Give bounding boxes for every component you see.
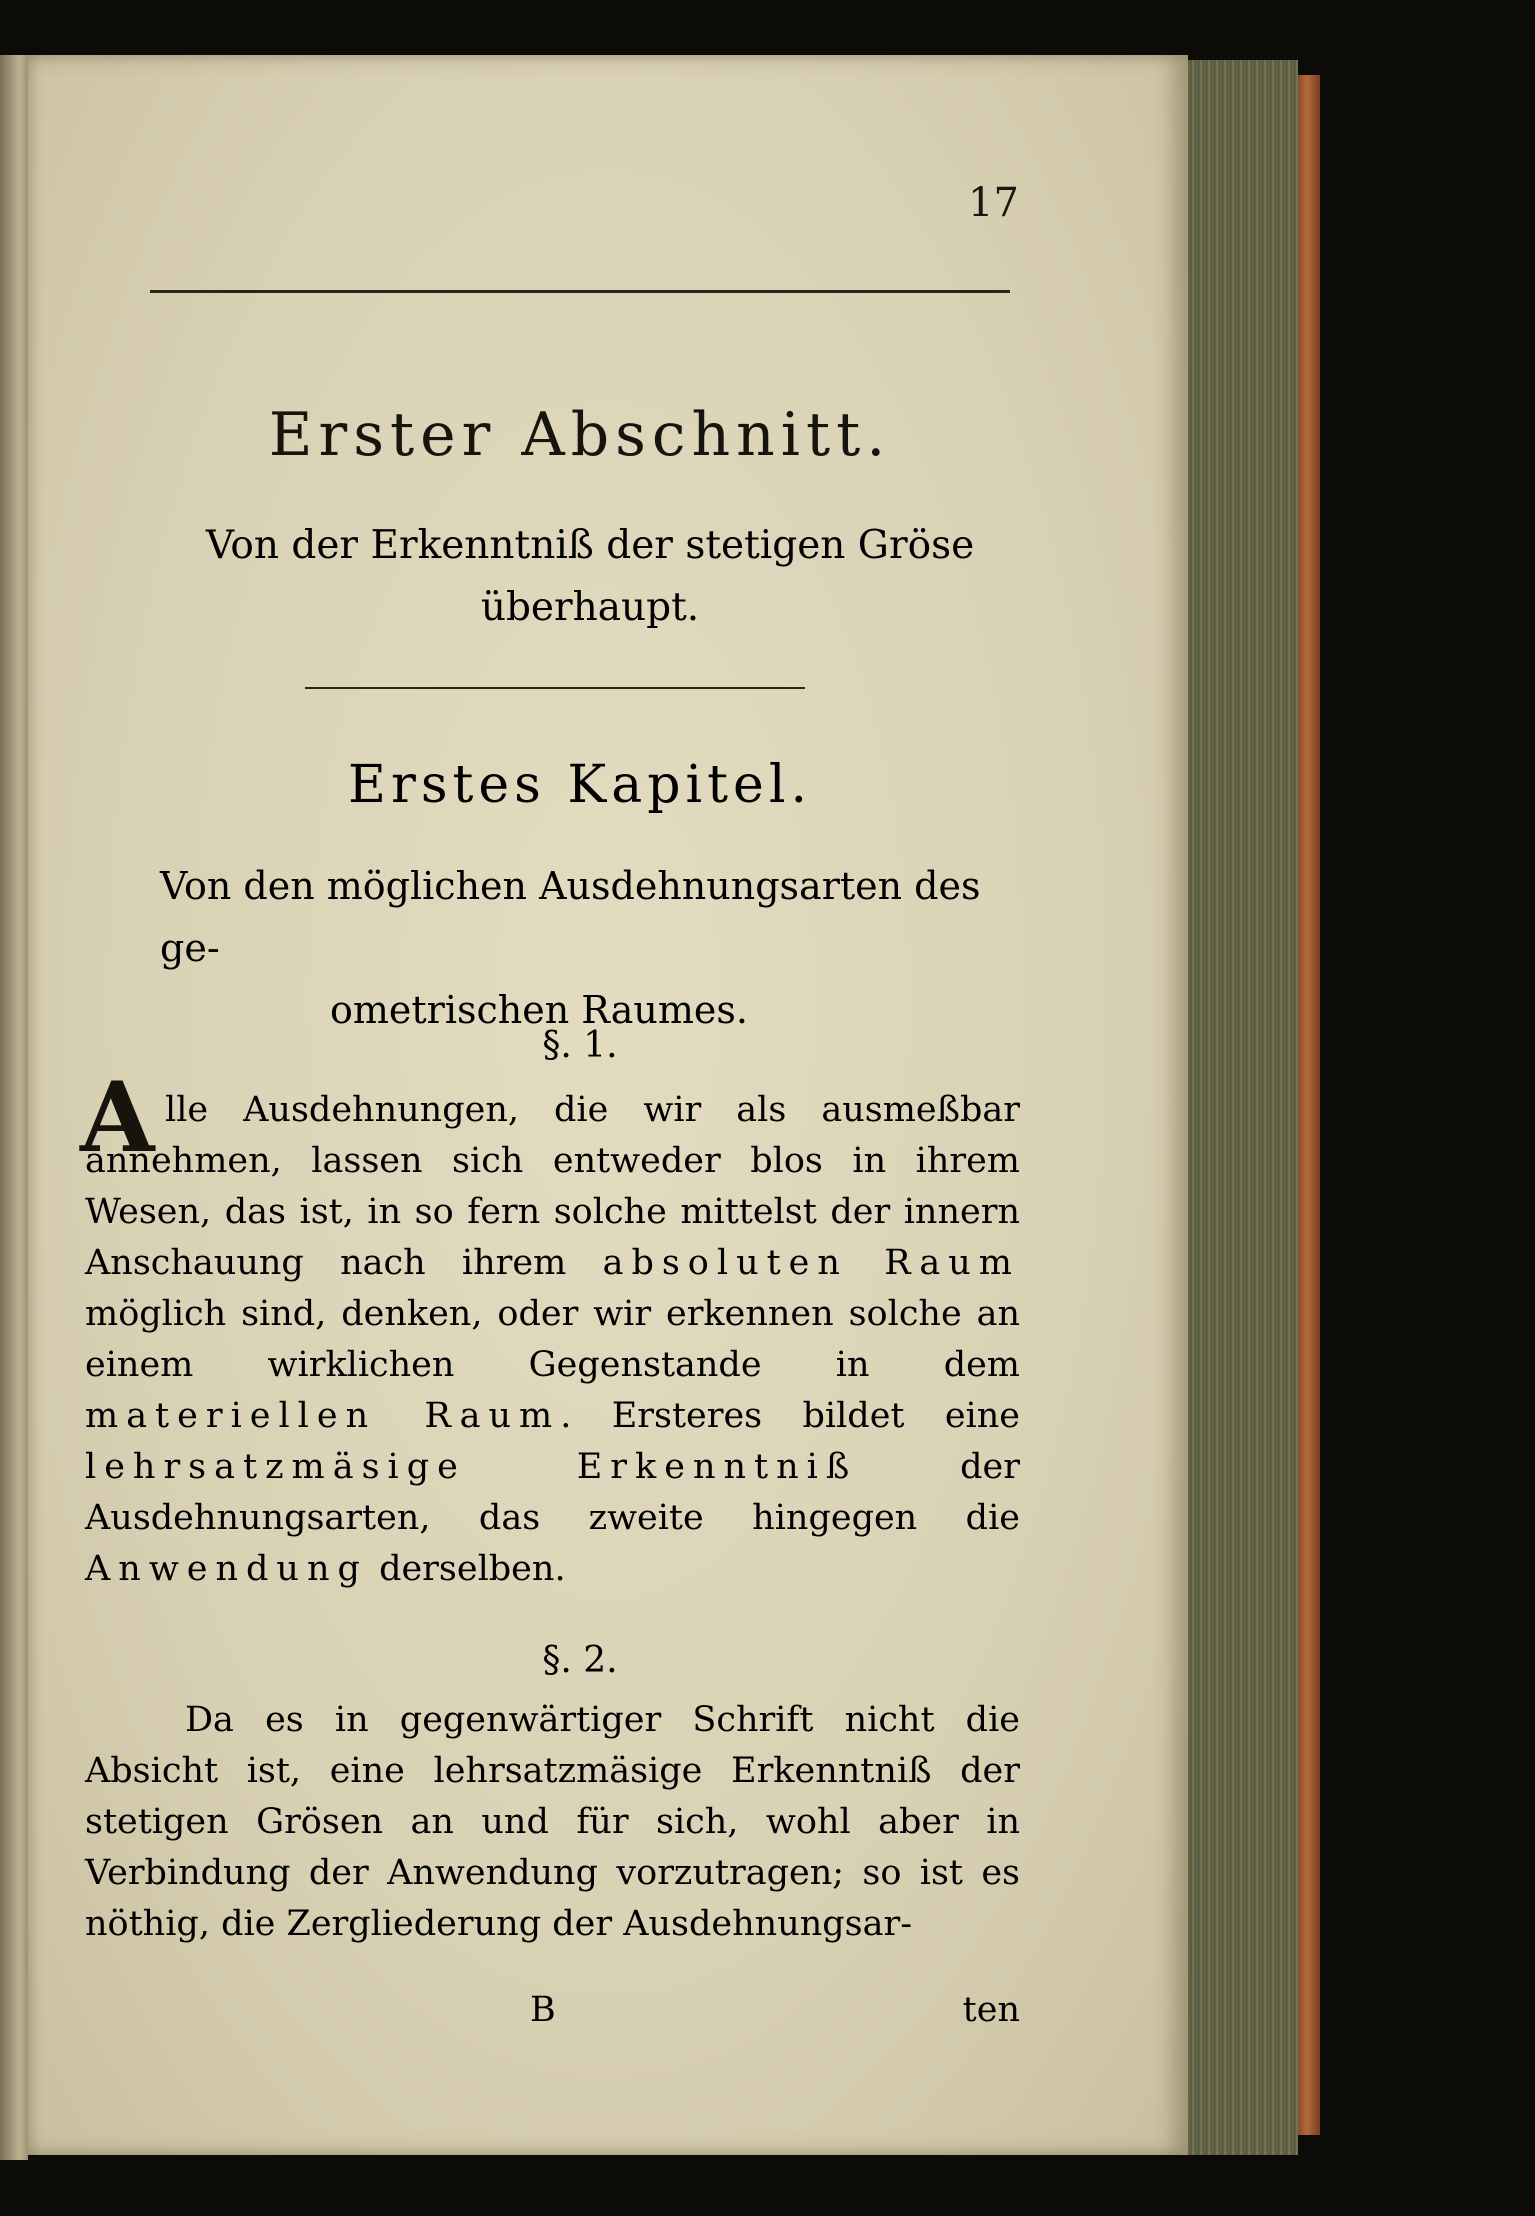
- paragraph-1-text: . Ersteres bildet eine: [560, 1396, 1020, 1436]
- paragraph-1-spaced-term: absoluten: [602, 1243, 848, 1283]
- paragraph-1-spaced-term: Anwendung: [85, 1549, 368, 1589]
- page-number: 17: [968, 180, 1019, 226]
- paragraph-1-text: der Ausdehnungsarten, das zweite hingegen die: [85, 1447, 1020, 1538]
- paragraph-1-spaced-term: Raum: [884, 1243, 1020, 1283]
- left-page-edge: [0, 55, 28, 2160]
- chapter-subtitle-line-2: ometrischen Raumes.: [330, 988, 748, 1032]
- section-heading: Erster Abschnitt.: [268, 400, 892, 470]
- signature-mark: B: [530, 1990, 556, 2030]
- paragraph-1-spaced-term: materiellen Raum: [85, 1396, 561, 1436]
- top-rule: [150, 290, 1010, 293]
- paragraph-1: [85, 1085, 1020, 1595]
- paragraph-mark-2: §. 2.: [542, 1640, 618, 1681]
- paragraph-2: Da es in gegenwärtiger Schrift nicht die Absicht ist, eine lehrsatzmäsige Erkenntniß der stetigen Grösen an und für sich, wohl aber in Verbindung der Anwendung vorzutragen; so ist es nöthig, die Zergliederung der Ausdehnungsar-: [85, 1700, 1020, 1944]
- drop-cap: A: [80, 1061, 155, 1174]
- chapter-heading: Erstes Kapitel.: [348, 755, 812, 815]
- paragraph-1-text: möglich sind, denken, oder wir erkennen solche an einem wirklichen Gegenstande in dem: [85, 1294, 1020, 1385]
- chapter-subtitle: [160, 855, 1020, 1041]
- chapter-subtitle-line-1: Von den möglichen Ausdehnungsarten des ge-: [160, 864, 981, 970]
- section-subtitle: Von der Erkenntniß der stetigen Gröse überhaupt.: [205, 523, 975, 630]
- paragraph-1-text: lle Ausdehnungen, die wir als ausmeßbar annehmen, lassen sich entweder blos in ihrem Wesen, das ist, in so fern solche mittelst der innern Anschauung nach ihrem: [85, 1090, 1020, 1283]
- cover-edge: [1298, 75, 1320, 2135]
- paragraph-1-text: derselben.: [367, 1549, 566, 1589]
- paragraph-1-spaced-term: lehrsatzmäsige Erkenntniß: [85, 1447, 858, 1487]
- paragraph-mark-1: §. 1.: [542, 1025, 618, 1066]
- page-block-edge: [1188, 60, 1298, 2155]
- middle-rule: [305, 687, 805, 689]
- catchword: ten: [962, 1990, 1020, 2030]
- paragraph-1-text: [848, 1243, 884, 1283]
